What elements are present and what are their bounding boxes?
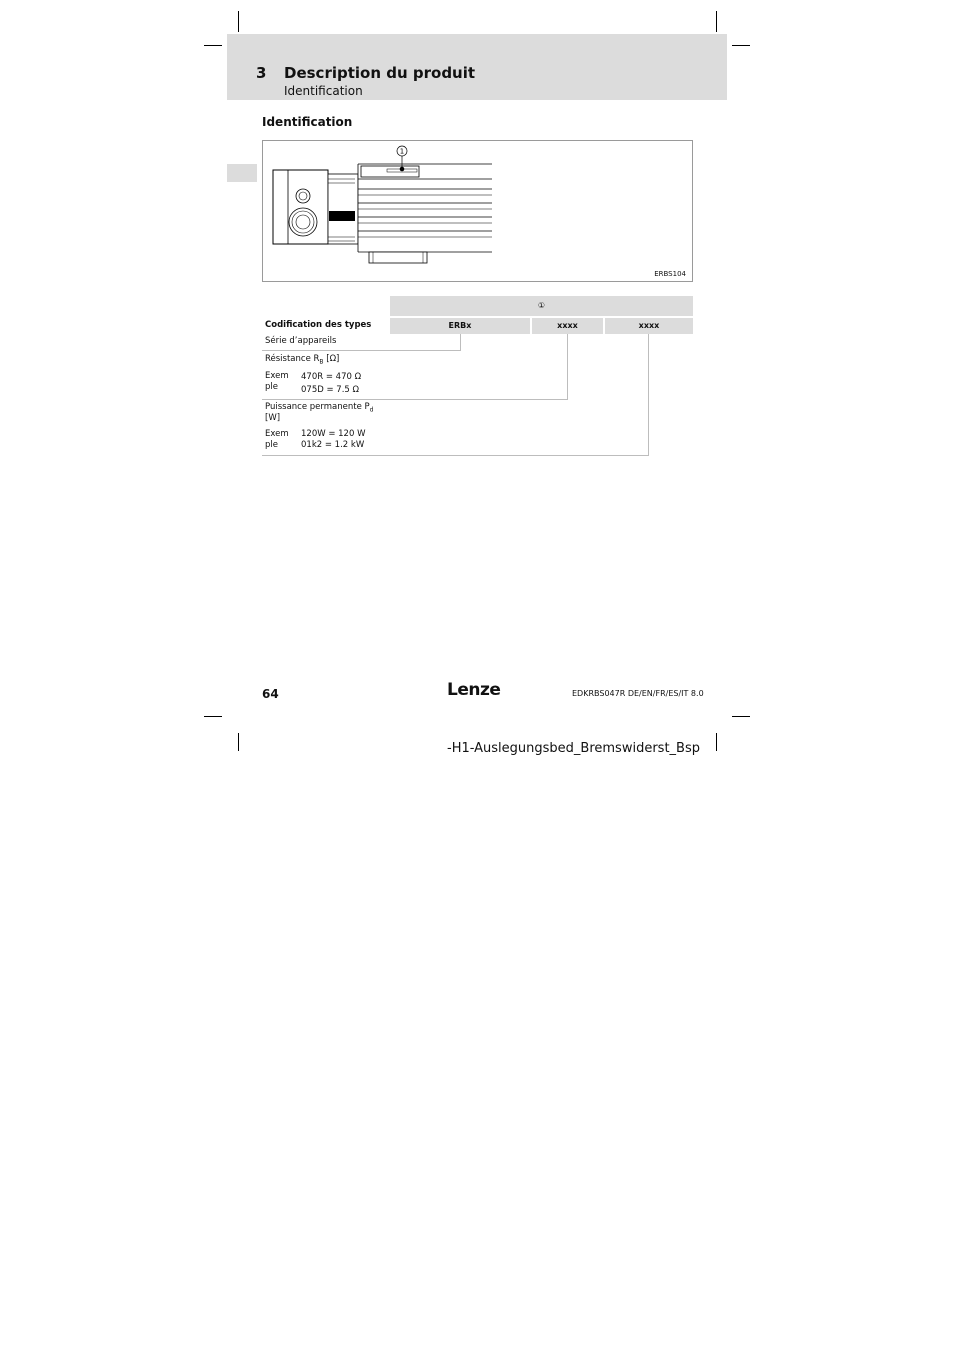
resistance-example-label-1: Exem xyxy=(265,371,289,381)
crop-mark xyxy=(204,716,222,717)
resistance-subscript: B xyxy=(319,358,324,366)
crop-mark xyxy=(716,733,717,751)
crop-mark xyxy=(238,11,239,32)
resistance-example-label xyxy=(265,371,289,393)
power-example-label-2: ple xyxy=(265,440,278,450)
resistance-label-text: Résistance R xyxy=(265,354,320,364)
chapter-subtitle: Identification xyxy=(284,84,363,98)
resistance-unit: [Ω] xyxy=(326,354,340,364)
resistance-example-2: 075D = 7.5 Ω xyxy=(301,385,360,395)
table-divider xyxy=(460,334,461,351)
power-example-label-1: Exem xyxy=(265,429,289,439)
brake-resistor-drawing xyxy=(263,141,694,283)
power-example-label xyxy=(265,429,289,451)
power-example-2: 01k2 = 1.2 kW xyxy=(301,440,365,450)
chapter-title: Description du produit xyxy=(284,64,476,82)
resistance-label xyxy=(265,354,339,368)
crop-mark xyxy=(204,45,222,46)
figure-callout: 1 xyxy=(399,147,405,156)
type-code-column-erbx: ERBx xyxy=(390,318,530,334)
crop-mark xyxy=(732,45,750,46)
power-example-values xyxy=(301,429,366,451)
type-code-callout-header xyxy=(390,296,693,316)
crop-mark xyxy=(238,733,239,751)
table-divider xyxy=(262,350,460,351)
power-label-text: Puissance permanente P xyxy=(265,402,370,412)
power-subscript: d xyxy=(369,406,374,414)
section-title: Identification xyxy=(262,115,353,129)
document-code: EDKRBS047R DE/EN/FR/ES/IT 8.0 xyxy=(572,689,704,698)
power-label xyxy=(265,402,373,416)
source-tag: -H1-Auslegungsbed_Bremswiderst_Bsp xyxy=(447,741,700,756)
table-divider xyxy=(567,334,568,400)
type-code-row-label: Codification des types xyxy=(265,320,372,330)
power-example-1: 120W = 120 W xyxy=(301,429,366,439)
table-divider xyxy=(262,455,649,456)
page-number: 64 xyxy=(262,687,279,701)
figure-code: ERBS104 xyxy=(654,270,686,278)
resistance-example-label-2: ple xyxy=(265,382,278,392)
crop-mark xyxy=(716,11,717,32)
side-tab-marker xyxy=(227,164,257,182)
resistance-example-1: 470R = 470 Ω xyxy=(301,372,362,382)
lenze-logo: Lenze xyxy=(447,680,501,700)
type-code-column-resistance: xxxx xyxy=(532,318,603,334)
table-divider xyxy=(262,399,568,400)
power-unit: [W] xyxy=(265,413,281,423)
crop-mark xyxy=(732,716,750,717)
series-label: Série d’appareils xyxy=(265,336,337,346)
resistance-example-values xyxy=(301,371,361,397)
type-code-callout: ① xyxy=(537,301,546,310)
chapter-number: 3 xyxy=(256,64,267,82)
type-code-column-power: xxxx xyxy=(605,318,693,334)
product-figure xyxy=(262,140,693,282)
table-divider xyxy=(648,334,649,456)
